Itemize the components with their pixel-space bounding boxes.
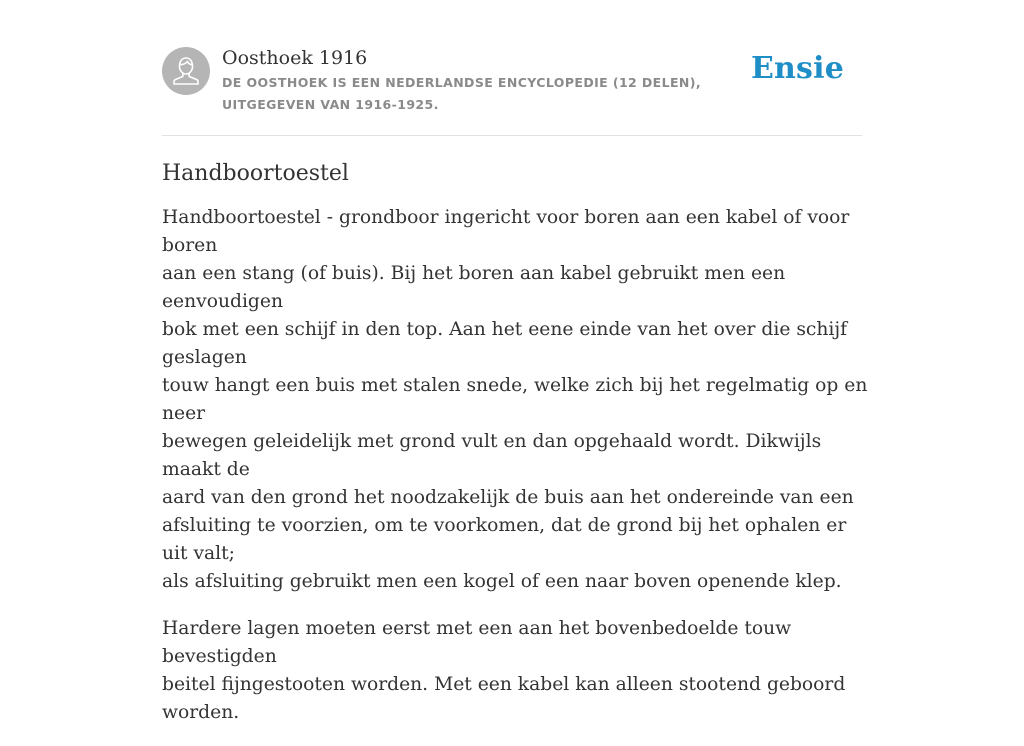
article-paragraph: Handboortoestel - grondboor ingericht voor boren aan een kabel of voor boren aan een stang (of buis). Bij het boren aan kabel gebruikt men een eenvoudigen bok met een schijf in den top. Aan het eene einde van het over die schijf geslagen touw hangt een buis met stalen snede, welke zich bij het regelmatig op en neer bewegen geleidelijk met grond vult en dan opgehaald wordt. Dikwijls maakt de aard van den grond het noodzakelijk de buis aan het ondereinde van een afsluiting te voorzien, om te voorkomen, dat de grond bij het ophalen er uit valt; als afsluiting gebruikt men een kogel of een naar boven openende klep.: [162, 207, 868, 592]
avatar[interactable]: [162, 47, 210, 95]
header-divider: [162, 135, 862, 136]
user-silhouette-icon: [162, 47, 210, 95]
article-paragraph: Hardere lagen moeten eerst met een aan het bovenbedoelde touw bevestigden beitel fijngestooten worden. Met een kabel kan alleen stootend geboord worden.: [162, 618, 846, 723]
article: [162, 158, 872, 746]
source-header: [162, 46, 862, 116]
article-title: Handboortoestel: [162, 161, 349, 186]
brand-logo[interactable]: Ensie: [750, 51, 844, 86]
source-description: DE OOSTHOEK IS EEN NEDERLANDSE ENCYCLOPEDIE (12 DELEN), UITGEGEVEN VAN 1916-1925.: [222, 75, 702, 112]
source-title[interactable]: Oosthoek 1916: [222, 47, 368, 69]
